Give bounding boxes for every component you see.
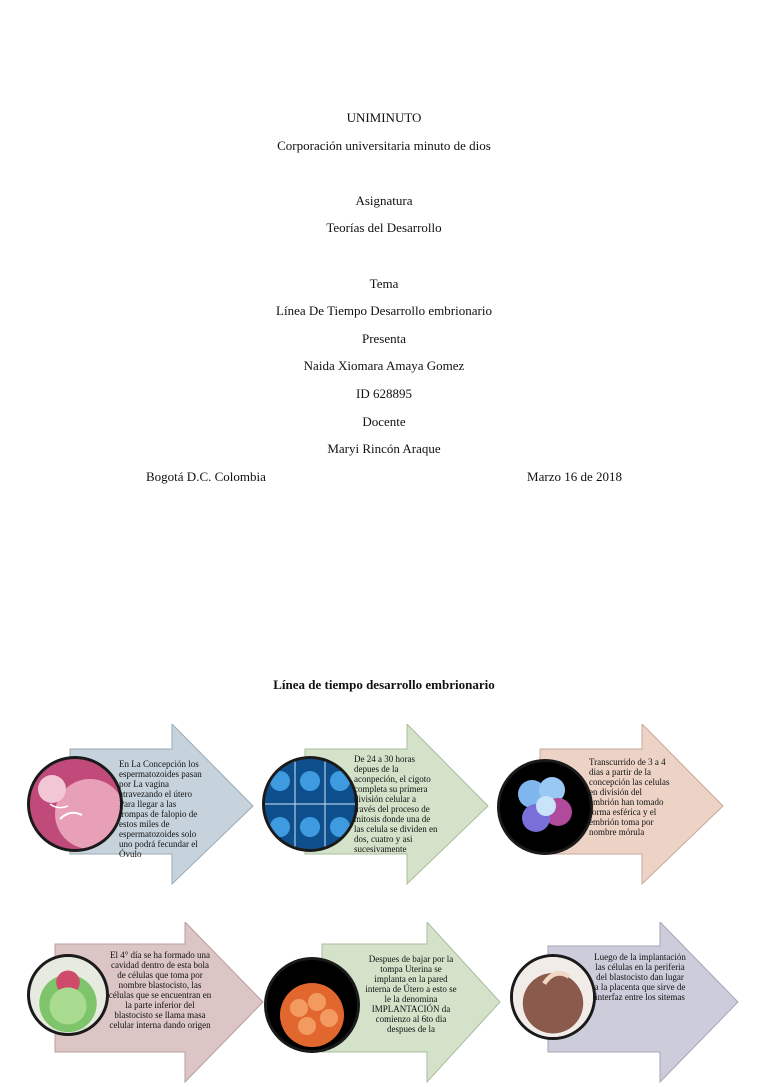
step-text: Luego de la implantación las células en la periferia del blastocisto dan lugar a la placenta que sirve de interfaz entre los sitemas (594, 952, 686, 1002)
student-id: ID 628895 (356, 386, 412, 401)
implantation-icon (264, 957, 360, 1053)
institution-full-name: Corporación universitaria minuto de dios (277, 138, 491, 153)
cell-division-icon (262, 756, 358, 852)
teacher-label: Docente (362, 414, 406, 429)
step-text: Transcurrido de 3 a 4 dias a partir de la concepción las celulas en división del embrión han tomado forma esférica y el embrión toma por nombre mórula (589, 757, 670, 837)
timeline-step-2 (260, 724, 490, 889)
teacher-name: Maryi Rincón Araque (327, 441, 441, 456)
subject: Teorías del Desarrollo (326, 220, 442, 235)
placenta-icon (510, 954, 596, 1040)
timeline-title: Línea de tiempo desarrollo embrionario (273, 677, 495, 692)
step-text: Despues de bajar por la tompa Uterina se implanta en la pared interna de Útero a esto se le la denomina IMPLANTACIÓN da comienzo al 6to dia despues de la (365, 954, 457, 1034)
timeline-step-5 (262, 922, 492, 1087)
sperm-egg-icon (27, 756, 123, 852)
date: Marzo 16 de 2018 (527, 469, 622, 484)
presented-label: Presenta (361, 331, 407, 346)
topic: Línea De Tiempo Desarrollo embrionario (276, 303, 492, 318)
step-text: De 24 a 30 horas depues de la aconpeción, el cigoto completa su primera división celular a través del proceso de mitosis donde una de las celula se dividen en dos, cuatro y asi sucesivamente (354, 754, 438, 854)
city: Bogotá D.C. Colombia (146, 469, 266, 484)
step-text: El 4° día se ha formado una cavidad dentro de esta bola de células que toma por nombre blastocisto, las células que se encuentran en la parte inferior del blastocisto se llama masa celular interna dando origen (108, 950, 212, 1030)
institution-name: UNIMINUTO (346, 110, 422, 125)
timeline-step-6 (508, 922, 738, 1087)
timeline-step-4 (25, 922, 255, 1087)
morula-icon (497, 759, 593, 855)
topic-label: Tema (369, 276, 399, 291)
student-name: Naida Xiomara Amaya Gomez (303, 358, 465, 373)
subject-label: Asignatura (355, 193, 413, 208)
step-text: En La Concepción los espermatozoides pasan por La vagina atravezando el útero Para llegar a las trompas de falopio de estos miles de espermatozoides solo uno podrá fecundar el Óvulo (119, 759, 202, 859)
timeline-step-1 (25, 724, 255, 889)
timeline-step-3 (495, 724, 725, 889)
